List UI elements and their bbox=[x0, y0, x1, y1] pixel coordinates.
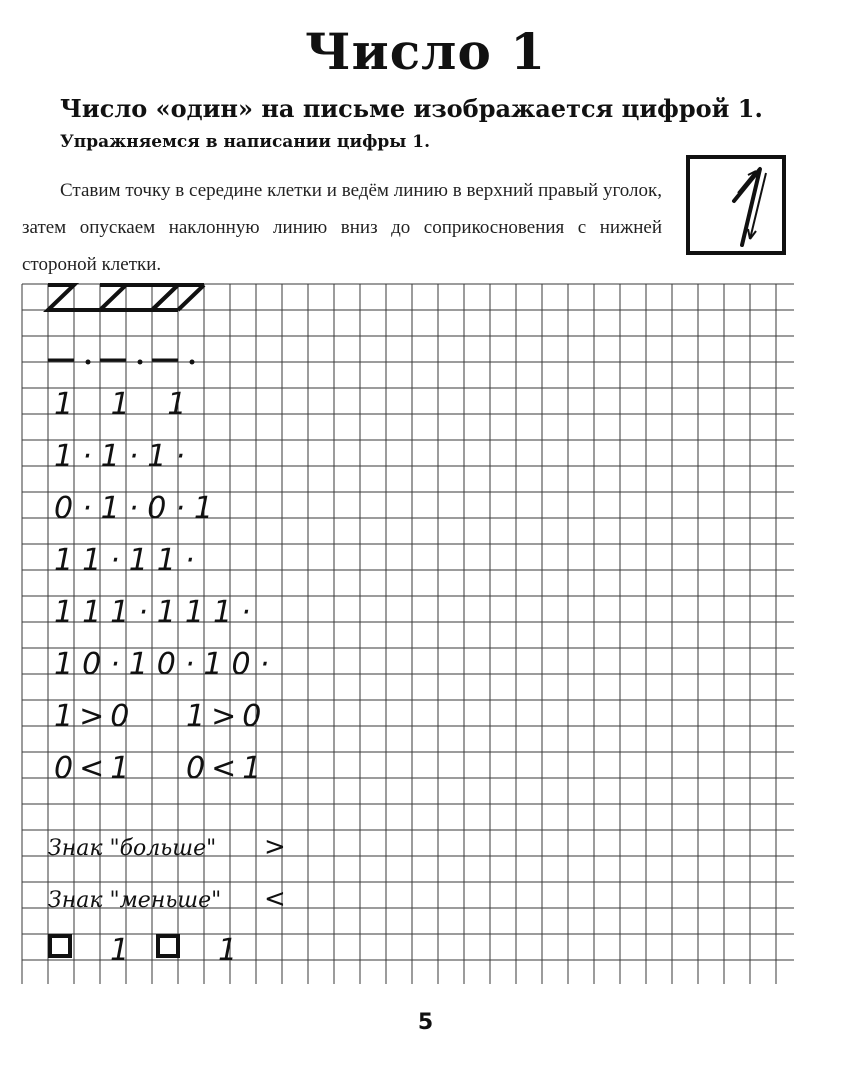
sign-greater-label: Знак "больше" bbox=[48, 836, 217, 861]
page-subtitle: Число «один» на письме изображается цифрой 1. bbox=[60, 94, 763, 123]
row-ones: 1 1 1 bbox=[54, 387, 201, 422]
empty-square-icon bbox=[158, 936, 178, 956]
row-zero-one: 0·1·0·1 bbox=[54, 491, 222, 526]
row-less-left: 0<1 bbox=[54, 751, 136, 786]
sign-greater-symbol: > bbox=[264, 832, 286, 862]
instruction-text: Ставим точку в середине клетки и ведём линию в верхний правый уголок, затем опускаем наклонную линию вниз до соприкосновения с нижней стороной клетки. bbox=[22, 180, 662, 275]
page-number: 5 bbox=[417, 1010, 434, 1035]
page-title: Число 1 bbox=[305, 22, 546, 81]
row-ones-dots: 1·1·1· bbox=[54, 439, 194, 474]
empty-square-icon bbox=[50, 936, 70, 956]
exercise-heading: Упражняемся в написании цифры 1. bbox=[60, 132, 430, 152]
row-one-eleven: 111·111· bbox=[54, 595, 260, 630]
row-ten: 10·10·10· bbox=[54, 647, 279, 682]
row-greater-left: 1>0 bbox=[54, 699, 136, 734]
row-eleven: 11·11· bbox=[54, 543, 204, 578]
box-row-digit-1: 1 bbox=[110, 933, 130, 968]
sign-labels bbox=[48, 832, 286, 914]
sign-less-label: Знак "меньше" bbox=[48, 888, 222, 913]
box-row bbox=[50, 933, 237, 968]
sign-less-symbol: < bbox=[264, 884, 286, 914]
box-row-digit-2: 1 bbox=[218, 933, 238, 968]
row-less-right: 0<1 bbox=[186, 751, 268, 786]
row-greater-right: 1>0 bbox=[186, 699, 268, 734]
